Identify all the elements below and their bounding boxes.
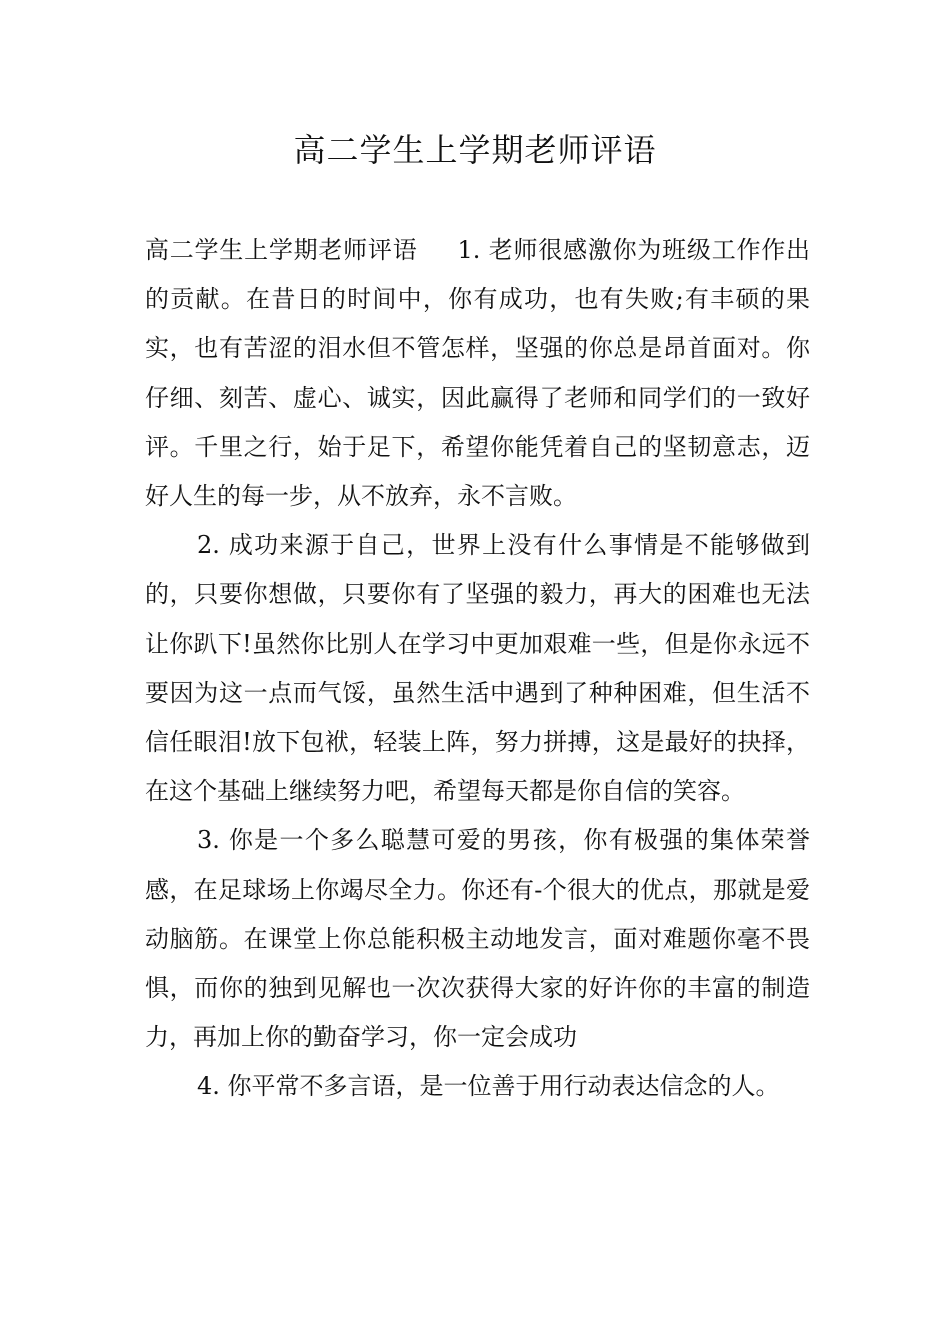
paragraph-4: 4. 你平常不多言语，是一位善于用行动表达信念的人。	[197, 1072, 780, 1101]
document-title: 高二学生上学期老师评语	[293, 131, 657, 169]
paragraph-2: 2. 成功来源于自己，世界上没有什么事情是不能够做到的，只要你想做，只要你有了坚强的毅力，再大的困难也无法让你趴下!虽然你比别人在学习中更加艰难一些，但是你永远不要因为这一点而气馁，虽然生活中遇到了种种困难，但生活不信任眼泪!放下包袱，轻装上阵，努力拼搏，这是最好的抉择，在这个基础上继续努力吧，希望每天都是你自信的笑容。	[145, 531, 810, 806]
paragraph-1-lead: 高二学生上学期老师评语	[145, 236, 418, 264]
paragraph-1	[145, 226, 810, 521]
paragraph-1-text: 1. 老师很感激你为班级工作作出的贡献。在昔日的时间中，你有成功，也有失败;有丰硕的果实，也有苦涩的泪水但不管怎样，坚强的你总是昂首面对。你仔细、刻苦、虚心、诚实，因此赢得了老师和同学们的一致好评。千里之行，始于足下，希望你能凭着自己的坚韧意志，迈好人生的每一步，从不放弃，永不言败。	[145, 236, 810, 511]
paragraph-3: 3. 你是一个多么聪慧可爱的男孩，你有极强的集体荣誉感，在足球场上你竭尽全力。你还有-个很大的优点，那就是爱动脑筋。在课堂上你总能积极主动地发言，面对难题你毫不畏惧，而你的独到见解也一次次获得大家的好许你的丰富的制造力，再加上你的勤奋学习，你一定会成功	[145, 826, 810, 1052]
document-body	[145, 226, 810, 1112]
